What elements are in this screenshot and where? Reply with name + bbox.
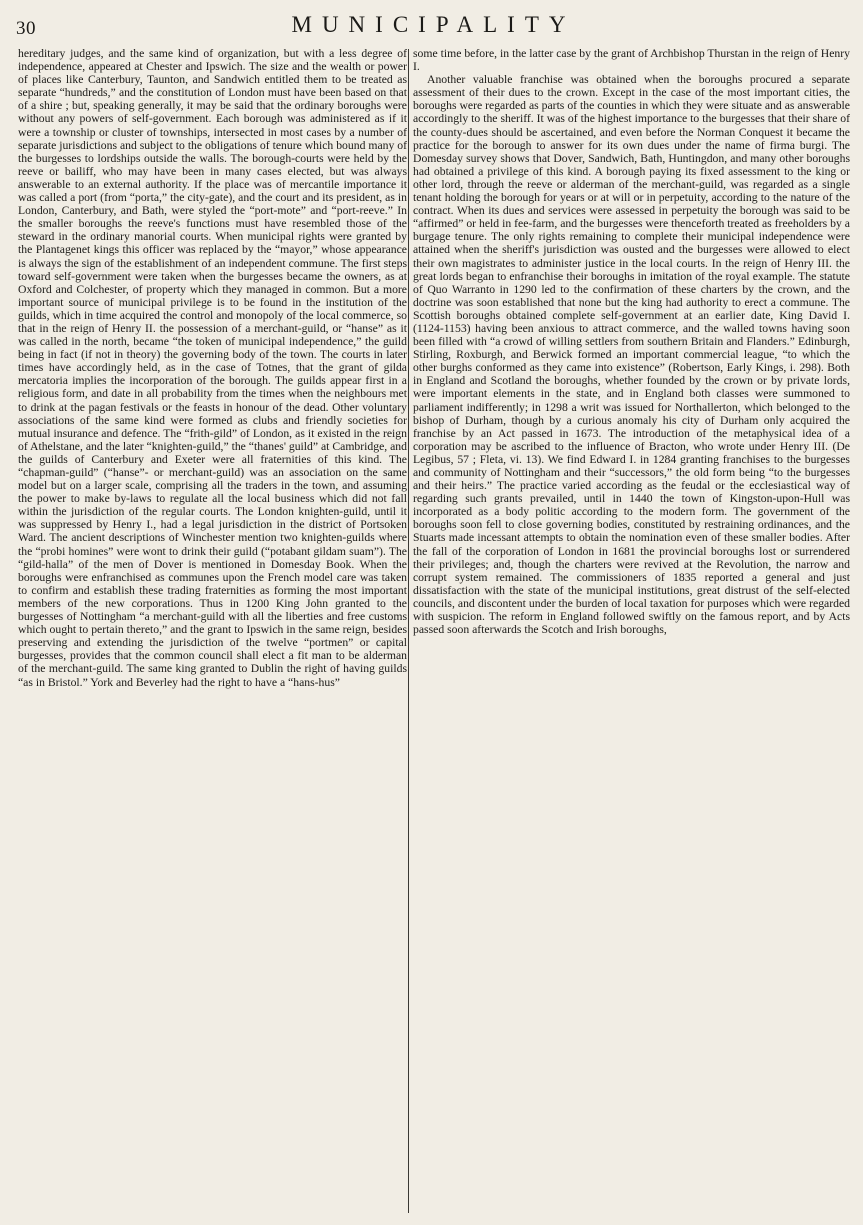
column-divider — [408, 49, 409, 1213]
left-column — [18, 47, 407, 1213]
text-columns — [18, 47, 850, 1213]
right-paragraph-2: Another valuable franchise was obtained when the boroughs procured a separate assessment of their dues to the crown. Except in the case of the most important cities, the boroughs were regarded as parts of the counties in which they were situate and as answerable accordingly to the sheriff. It was of the highest importance to the burgesses that their share of the county-dues should be ascertained, and even before the Norman Conquest it became the practice for the borough to answer for its own dues under the name of firma burgi. The Domesday survey shows that Dover, Sandwich, Bath, Huntingdon, and many other boroughs had obtained a privilege of this kind. A borough paying its fixed assessment to the king or other lord, through the reeve or alderman of the merchant-guild, was regarded as a single tenant holding the borough for years or at will or in perpetuity, according to the nature of the contract. When its dues and services were assessed in perpetuity the borough was said to be “affirmed” or held in fee-farm, and the burgesses were thenceforth treated as freeholders by a burgage tenure. The only rights remaining to complete their municipal independence were attained when the sheriff's jurisdiction was ousted and the burgesses were allowed to elect their own magistrates to administer justice in the local courts. In the reign of Henry III. the great lords began to enfranchise their boroughs in imitation of the royal example. The statute of Quo Warranto in 1290 led to the confirmation of these charters by the crown, and the doctrine was soon established that none but the king had authority to erect a commune. The Scottish boroughs obtained complete self-government at an earlier date, King David I. (1124-1153) having been anxious to attract commerce, and the walled towns having soon been filled with “a crowd of willing settlers from southern Britain and Flanders.” Edinburgh, Stirling, Roxburgh, and Berwick formed an important commercial league, “to which the other burghs conformed as they came into existence” (Robertson, Early Kings, i. 298). Both in England and Scotland the boroughs, whether founded by the crown or by private lords, were important elements in the state, and in England both classes were summoned to parliament indifferently; in 1298 a writ was issued for Northallerton, which belonged to the bishop of Durham, though by a curious anomaly his city of Durham only acquired the franchise by an Act passed in 1673. The introduction of the metaphysical idea of a corporation may be ascribed to the influence of Bracton, who wrote under Henry III. (De Legibus, 57 ; Fleta, vi. 13). We find Edward I. in 1284 granting franchises to the burgesses and community of Nottingham and their “successors,” the old form being “to the burgesses and their heirs.” The practice varied according as the feudal or the ecclesiastical way of regarding such grants prevailed, until in 1440 the town of Kingston-upon-Hull was incorporated as a body politic according to the modern form. The government of the boroughs soon fell to close governing bodies, constituted by restraining ordinances, and the Stuarts made incessant attempts to obtain the nomination even of these smaller bodies. After the fall of the corporation of London in 1681 the provincial boroughs lost or surrendered their privileges; and, though the charters were revived at the Revolution, the narrow and corrupt system remained. The commissioners of 1835 reported a general and just dissatisfaction with the state of the municipal institutions, great distrust of the self-elected councils, and discontent under the burden of local taxation for purposes which were regarded with suspicion. The reform in England followed swiftly on the famous report, and by Acts passed soon afterwards the Scotch and Irish boroughs, — [413, 73, 850, 637]
page-header — [12, 12, 845, 42]
right-column — [413, 47, 850, 1213]
left-paragraph: hereditary judges, and the same kind of organization, but with a less degree of independence, appeared at Chester and Ipswich. The size and the wealth or power of places like Canterbury, Taunton, and Sandwich entitled them to be treated as separate “hundreds,” and the constitution of London must have been based on that of a shire ; but, speaking generally, it may be said that the ordinary boroughs were without any powers of self-government. Each borough was administered as if it were a township or cluster of townships, intersected in most cases by a number of separate jurisdictions and subject to the obligations of tenure which bound many of the burgesses to lordships outside the walls. The borough-courts were held by the reeve or bailiff, who may have been in many cases elected, but was always answerable to an external authority. If the place was of mercantile importance it was called a port (from “porta,” the city-gate), and the court and its president, as in London, Canterbury, and Bath, were styled the “port-mote” and “port-reeve.” In the smaller boroughs the reeve's functions must have resembled those of the steward in the ordinary manorial courts. When municipal rights were granted by the Plantagenet kings this officer was replaced by the “mayor,” whose appearance is always the sign of the establishment of an independent commune. The first steps toward self-government were taken when the burgesses became the owners, as at Oxford and Colchester, of property which they managed in common. But a more important source of municipal privilege is to be found in the institution of the guilds, which in time acquired the control and monopoly of the local commerce, so that in the reign of Henry II. the possession of a merchant-guild, or “hanse” as it was called in the north, became “the token of municipal independence,” the guild being in fact (if not in theory) the governing body of the town. The courts in later times have accordingly held, as in the case of Totnes, that the grant of gilda mercatoria implies the incorporation of the borough. The guilds appear first in a religious form, and date in all probability from the times when the neighbours met to drink at the pagan festivals or the feasts in honour of the dead. Other voluntary associations of the same kind were formed as clubs and friendly societies for mutual insurance and defence. The “frith-gild” of London, as it existed in the reign of Athelstane, and the later “knighten-guild,” the “thanes' guild” at Cambridge, and the guilds of Canterbury and Exeter were all fraternities of this kind. The “chapman-guild” (“hanse”- or merchant-guild) was an association on the same model but on a larger scale, comprising all the traders in the town, and assuming the power to make by-laws to regulate all the local business which did not fall within the jurisdiction of the regular courts. The London knighten-guild, until it was suppressed by Henry I., had a legal jurisdiction in the district of Portsoken Ward. The ancient descriptions of Winchester mention two knighten-guilds where the “probi homines” were wont to drink their guild (“potabant gildam suam”). The “gild-halla” of the men of Dover is mentioned in Domesday Book. When the boroughs were enfranchised as communes upon the French model care was taken to confirm and establish these trading fraternities as forming the most important members of the new corporations. Thus in 1200 King John granted to the burgesses of Nottingham “a merchant-guild with all the liberties and free customs which ought to pertain thereto,” and the grant to Ipswich in the same reign, besides preserving and extending the jurisdiction of the twelve “portmen” or capital burgesses, provides that the common council shall elect a fit man to be alderman of the merchant-guild. The same king granted to Dublin the right of having guilds “as in Bristol.” York and Beverley had the right to have a “hans-hus” — [18, 47, 407, 689]
page-number: 30 — [16, 18, 36, 39]
right-paragraph-1: some time before, in the latter case by the grant of Archbishop Thurstan in the reign of Henry I. — [413, 47, 850, 74]
running-title: MUNICIPALITY — [291, 12, 576, 37]
